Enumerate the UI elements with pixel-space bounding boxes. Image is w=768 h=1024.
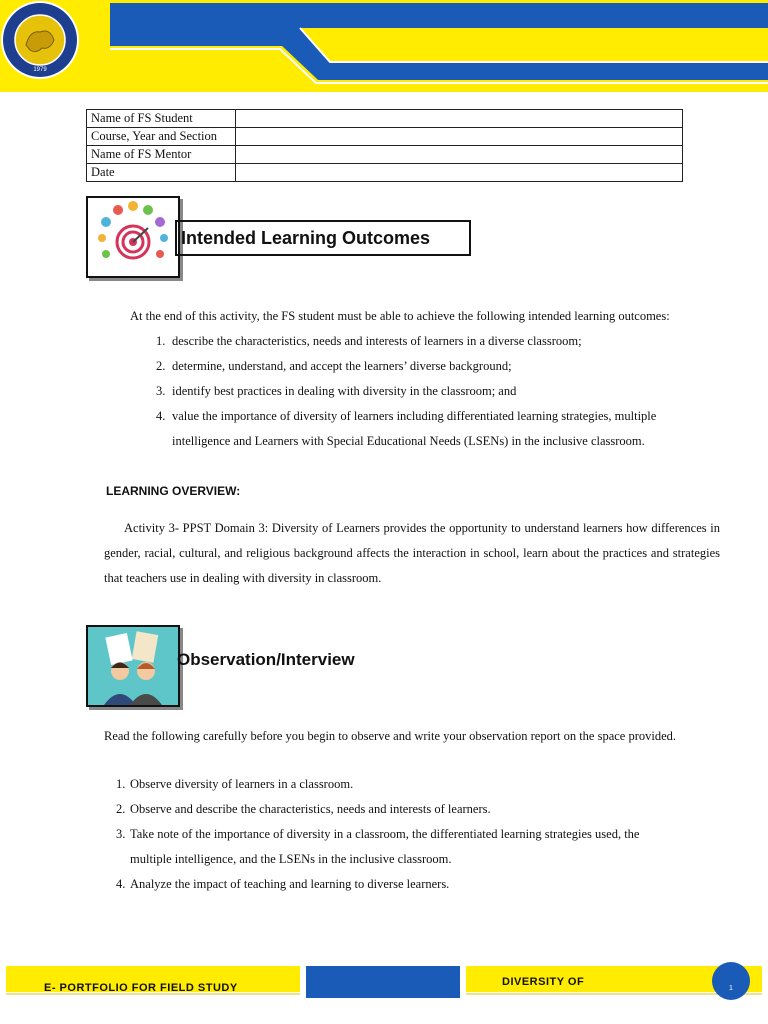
item-text: Take note of the importance of diversity in a classroom, the differentiated learning strategies used, the multiple intelligence, and the LSENs in the inclusive classroom. <box>130 827 640 866</box>
item-text: Analyze the impact of teaching and learning to diverse learners. <box>130 877 450 891</box>
interview-people-icon <box>86 625 180 707</box>
table-row <box>87 110 683 128</box>
table-row <box>87 128 683 146</box>
list-item <box>116 772 656 797</box>
row-value-field[interactable] <box>236 128 683 146</box>
footer-subject: DIVERSITY OF <box>502 976 585 988</box>
row-label: Name of FS Mentor <box>87 146 236 164</box>
ilo-title: Intended Learning Outcomes <box>175 220 471 256</box>
list-item <box>156 379 716 404</box>
table-row <box>87 146 683 164</box>
item-number: 4. <box>156 409 166 423</box>
item-number: 2. <box>116 802 126 816</box>
item-text: value the importance of diversity of learners including differentiated learning strategies, multiple intelligence and Learners with Special Educational Needs (LSENs) in the inclusive classroom. <box>172 409 657 448</box>
row-value-field[interactable] <box>236 164 683 182</box>
row-value-field[interactable] <box>236 146 683 164</box>
item-text: Observe and describe the characteristics, needs and interests of learners. <box>130 802 491 816</box>
overview-text: Activity 3- PPST Domain 3: Diversity of Learners provides the opportunity to understand learners how differences in gender, racial, cultural, and religious background affects the interaction in school, learn about the practices and strategies that teachers use in dealing with diversity in classroom. <box>104 521 720 585</box>
item-number: 3. <box>156 384 166 398</box>
item-text: identify best practices in dealing with diversity in the classroom; and <box>172 384 517 398</box>
observation-list <box>116 772 656 897</box>
seal-year: 1979 <box>33 67 47 73</box>
observation-title: Observation/Interview <box>177 650 355 669</box>
page-footer <box>0 958 768 1024</box>
table-row <box>87 164 683 182</box>
page-number-badge: 1 <box>712 962 750 1000</box>
item-number: 1. <box>156 334 166 348</box>
observation-intro: Read the following carefully before you begin to observe and write your observation report on the space provided. <box>104 729 677 743</box>
item-number: 1. <box>116 777 126 791</box>
overview-heading: LEARNING OVERVIEW: <box>106 484 241 498</box>
row-label: Date <box>87 164 236 182</box>
item-text: determine, understand, and accept the learners’ diverse background; <box>172 359 512 373</box>
list-item <box>156 404 716 454</box>
student-info-table <box>86 109 683 182</box>
item-number: 4. <box>116 877 126 891</box>
list-item <box>116 797 656 822</box>
row-label: Name of FS Student <box>87 110 236 128</box>
ilo-intro: At the end of this activity, the FS student must be able to achieve the following intended learning outcomes: <box>130 309 670 323</box>
item-number: 3. <box>116 827 126 841</box>
row-value-field[interactable] <box>236 110 683 128</box>
list-item <box>116 872 656 897</box>
list-item <box>156 354 716 379</box>
header-banner <box>0 0 768 92</box>
page-header <box>0 0 768 92</box>
target-ideas-icon <box>86 196 180 278</box>
list-item <box>156 329 716 354</box>
list-item <box>116 822 656 872</box>
row-label: Course, Year and Section <box>87 128 236 146</box>
item-number: 2. <box>156 359 166 373</box>
footer-title: E- PORTFOLIO FOR FIELD STUDY <box>44 982 238 994</box>
item-text: Observe diversity of learners in a classroom. <box>130 777 354 791</box>
item-text: describe the characteristics, needs and interests of learners in a diverse classroom; <box>172 334 582 348</box>
ilo-list <box>156 329 716 454</box>
university-seal <box>0 0 80 80</box>
